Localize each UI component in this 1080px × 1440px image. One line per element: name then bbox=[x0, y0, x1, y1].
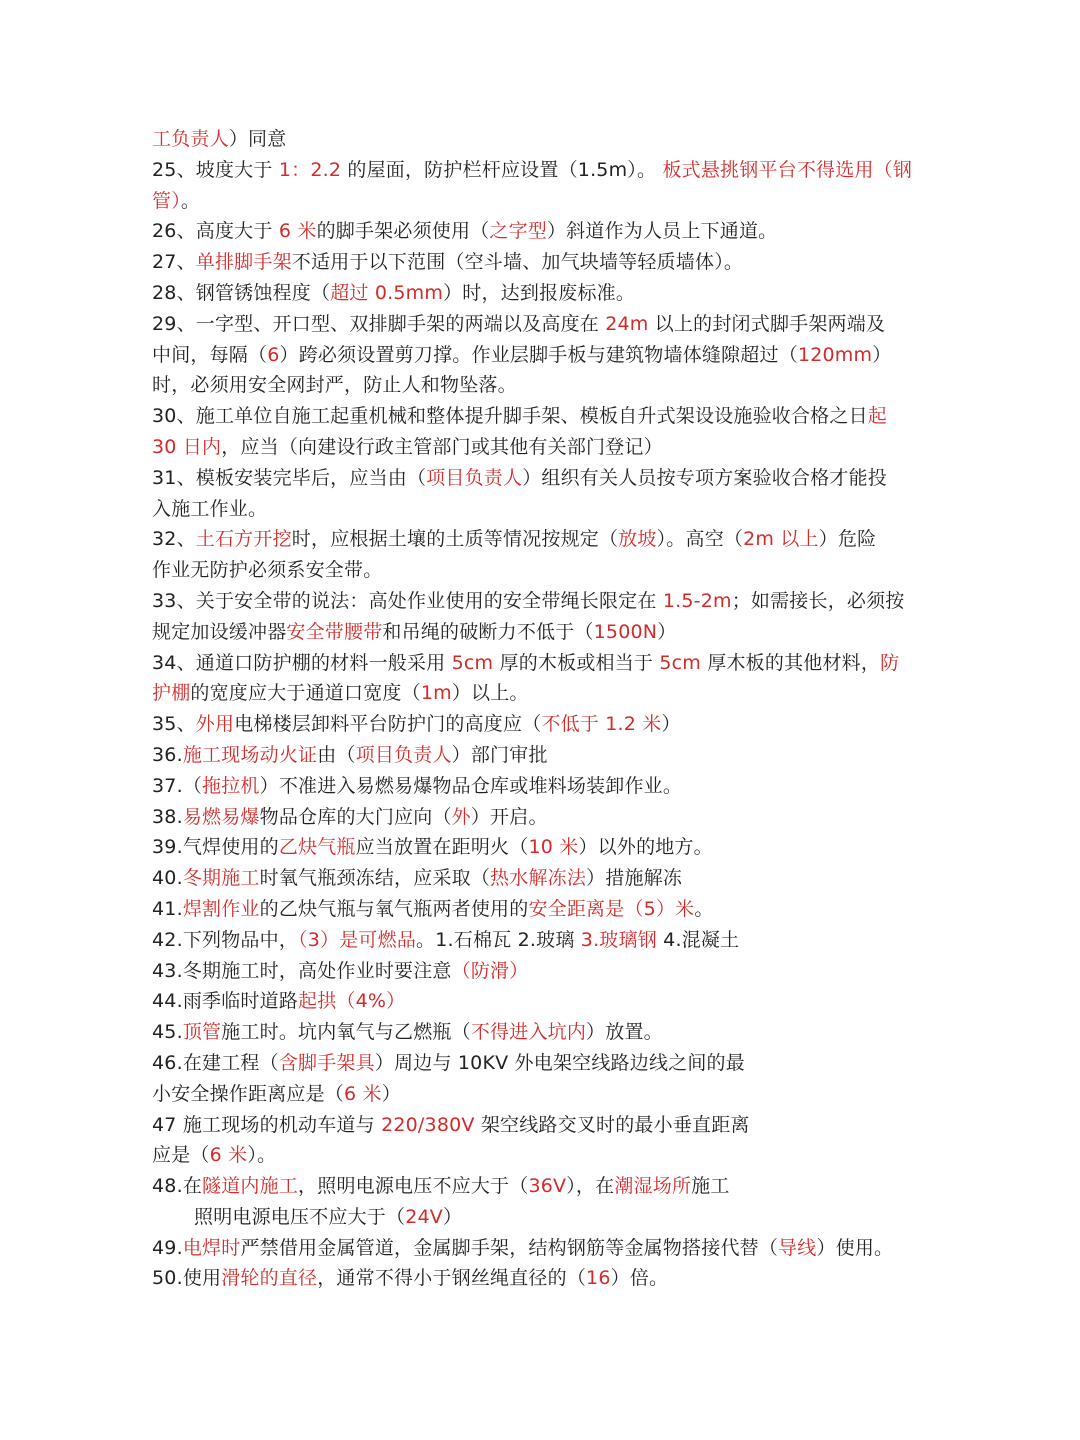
body-text: ）措施解冻 bbox=[586, 867, 683, 890]
text-line bbox=[152, 1017, 932, 1048]
body-text: 厚木板的其他材料， bbox=[701, 651, 881, 674]
highlighted-text: 单排脚手架 bbox=[195, 251, 292, 274]
body-text: 时，必须用安全网封严，防止人和物坠落。 bbox=[152, 374, 517, 397]
highlighted-text: 120mm bbox=[797, 343, 873, 366]
body-text: ）部门审批 bbox=[451, 743, 548, 766]
body-text: 30、施工单位自施工起重机械和整体提升脚手架、模板自升式架设设施验收合格之日 bbox=[152, 405, 868, 428]
highlighted-text: 24m bbox=[605, 312, 649, 335]
highlighted-text: 6 米 bbox=[344, 1082, 382, 1105]
highlighted-text: 冬期施工 bbox=[182, 867, 260, 890]
body-text: 严禁借用金属管道，金属脚手架，结构钢筋等金属物搭接代替（ bbox=[240, 1236, 779, 1259]
highlighted-text: 项目负责人 bbox=[426, 466, 523, 489]
highlighted-text: 5cm bbox=[659, 651, 702, 674]
text-line bbox=[152, 709, 932, 740]
body-text: ）同意 bbox=[228, 128, 287, 150]
body-text: 应是（ bbox=[152, 1144, 210, 1167]
highlighted-text: 超过 0.5mm bbox=[330, 281, 444, 304]
text-line bbox=[152, 1079, 932, 1110]
body-text: 。 bbox=[180, 189, 201, 212]
highlighted-text: 不得进入坑内 bbox=[470, 1021, 587, 1044]
body-text: 作业无防护必须系安全带。 bbox=[152, 559, 383, 582]
highlighted-text: 管） bbox=[152, 189, 181, 212]
text-line bbox=[152, 340, 932, 371]
text-line bbox=[152, 802, 932, 833]
highlighted-text: 施工现场动火证 bbox=[182, 743, 318, 766]
body-text: 施工时。坑内氧气与乙燃瓶（ bbox=[221, 1021, 471, 1044]
highlighted-text: 板式悬挑钢平台不得选用（钢 bbox=[662, 158, 913, 181]
highlighted-text: 放坡 bbox=[618, 528, 657, 551]
body-text: 49. bbox=[152, 1236, 183, 1259]
body-text: ） bbox=[381, 1082, 401, 1105]
body-text: ）不准进入易燃易爆物品仓库或堆料场装卸作业。 bbox=[259, 774, 683, 797]
text-line bbox=[152, 155, 932, 186]
text-line bbox=[152, 617, 932, 648]
highlighted-text: 顶管 bbox=[182, 1021, 222, 1044]
body-text: 39.气焊使用的 bbox=[152, 836, 279, 859]
text-line bbox=[152, 678, 932, 709]
highlighted-text: 电焊时 bbox=[182, 1236, 241, 1259]
body-text: 小安全操作距离应是（ bbox=[152, 1082, 345, 1105]
highlighted-text: 5cm bbox=[451, 651, 494, 674]
highlighted-text: 拖拉机 bbox=[202, 774, 260, 797]
highlighted-text: 1500N bbox=[593, 620, 658, 643]
text-line bbox=[152, 186, 932, 217]
body-text: 物品仓库的大门应向（ bbox=[259, 805, 452, 828]
body-text: 28、钢管锈蚀程度（ bbox=[152, 281, 331, 304]
body-text: ）危险 bbox=[818, 528, 877, 551]
highlighted-text: 易燃易爆 bbox=[182, 805, 260, 828]
text-line bbox=[152, 740, 932, 771]
text-line bbox=[152, 832, 932, 863]
body-text: 31、模板安装完毕后，应当由（ bbox=[152, 466, 427, 489]
body-text: ）倍。 bbox=[610, 1267, 669, 1290]
body-text: 48.在 bbox=[152, 1175, 203, 1198]
body-text: 35、 bbox=[152, 713, 196, 736]
body-text: 时，应根据土壤的土质等情况按规定（ bbox=[291, 528, 619, 551]
body-text: 50.使用 bbox=[152, 1267, 222, 1290]
text-line bbox=[152, 648, 932, 679]
highlighted-text: 1：2.2 bbox=[278, 158, 342, 181]
body-text: ）放置。 bbox=[586, 1021, 663, 1044]
body-text: 45. bbox=[152, 1021, 183, 1044]
body-text: ）组织有关人员按专项方案验收合格才能投 bbox=[522, 466, 888, 489]
highlighted-text: 10 米 bbox=[528, 836, 579, 859]
text-line bbox=[152, 278, 932, 309]
highlighted-text: 6 米 bbox=[278, 220, 317, 243]
highlighted-text: 3.玻璃钢 bbox=[580, 928, 657, 951]
highlighted-text: 6 米 bbox=[209, 1144, 248, 1167]
body-text: 由（ bbox=[317, 743, 356, 766]
text-line bbox=[152, 247, 932, 278]
body-text: ） bbox=[442, 1205, 463, 1228]
text-line bbox=[152, 863, 932, 894]
text-line bbox=[152, 555, 932, 586]
text-line bbox=[152, 1202, 932, 1233]
highlighted-text: 安全带腰带 bbox=[286, 620, 383, 643]
body-text: 架空线路交叉时的最小垂直距离 bbox=[474, 1113, 750, 1136]
highlighted-text: 起 bbox=[867, 405, 887, 428]
body-text: 厚的木板或相当于 bbox=[493, 651, 660, 674]
body-text: 。1.石棉瓦 2.玻璃 bbox=[416, 928, 581, 951]
highlighted-text: 6 bbox=[267, 343, 280, 366]
body-text: ） bbox=[657, 620, 677, 643]
body-text: ）开启。 bbox=[470, 805, 548, 828]
text-line bbox=[152, 124, 932, 155]
highlighted-text: 2m 以上 bbox=[743, 528, 819, 551]
text-line bbox=[152, 1171, 932, 1202]
highlighted-text: 含脚手架具 bbox=[278, 1051, 375, 1074]
body-text: 规定加设缓冲器 bbox=[152, 620, 287, 643]
highlighted-text: 起拱（4%） bbox=[298, 990, 406, 1013]
body-text: ）跨必须设置剪刀撑。作业层脚手板与建筑物墙体缝隙超过（ bbox=[279, 343, 798, 366]
body-text: 时氧气瓶颈冻结，应采取（ bbox=[259, 867, 491, 890]
body-text: 47 施工现场的机动车道与 bbox=[152, 1113, 382, 1136]
body-text: 36. bbox=[152, 743, 183, 766]
body-text: 37.（ bbox=[152, 774, 203, 797]
text-line bbox=[152, 524, 932, 555]
body-text: 25、坡度大于 bbox=[152, 158, 279, 181]
body-text: ） bbox=[661, 713, 681, 736]
text-line bbox=[152, 370, 932, 401]
highlighted-text: 土石方开挖 bbox=[195, 528, 292, 551]
text-line bbox=[152, 494, 932, 525]
body-text: ）。 bbox=[247, 1144, 277, 1167]
body-text: 不适用于以下范围（空斗墙、加气块墙等轻质墙体）。 bbox=[291, 251, 744, 274]
highlighted-text: 不低于 1.2 米 bbox=[541, 713, 662, 736]
highlighted-text: 1m bbox=[420, 682, 452, 705]
highlighted-text: 焊割作业 bbox=[182, 897, 260, 920]
body-text: 的屋面，防护栏杆应设置（1.5m）。 bbox=[341, 158, 663, 181]
body-text: 41. bbox=[152, 897, 183, 920]
body-text: 33、关于安全带的说法：高处作业使用的安全带绳长限定在 bbox=[152, 589, 663, 612]
body-text: ，通常不得小于钢丝绳直径的（ bbox=[317, 1267, 587, 1290]
body-text: 40. bbox=[152, 867, 183, 890]
highlighted-text: 护棚 bbox=[152, 682, 191, 705]
body-text: 电梯楼层卸料平台防护门的高度应（ bbox=[234, 713, 542, 736]
body-text: 的脚手架必须使用（ bbox=[316, 220, 490, 243]
body-text: ）周边与 10KV 外电架空线路边线之间的最 bbox=[374, 1051, 745, 1074]
text-line bbox=[152, 401, 932, 432]
highlighted-text: （3）是可燃品 bbox=[298, 928, 417, 951]
body-text: 43.冬期施工时，高处作业时要注意 bbox=[152, 959, 452, 982]
body-text: 。 bbox=[694, 897, 714, 920]
body-text: 以上的封闭式脚手架两端及 bbox=[648, 312, 886, 335]
text-line bbox=[152, 986, 932, 1017]
highlighted-text: 潮湿场所 bbox=[614, 1175, 692, 1198]
text-line bbox=[152, 216, 932, 247]
body-text: ）以上。 bbox=[451, 682, 529, 705]
highlighted-text: 30 日内 bbox=[152, 435, 222, 458]
body-text: 42.下列物品中， bbox=[152, 928, 299, 951]
highlighted-text: 隧道内施工 bbox=[202, 1175, 299, 1198]
text-line bbox=[152, 956, 932, 987]
body-text: ）斜道作为人员上下通道。 bbox=[546, 220, 778, 243]
highlighted-text: 项目负责人 bbox=[355, 743, 452, 766]
text-line bbox=[152, 432, 932, 463]
body-text: 34、通道口防护棚的材料一般采用 bbox=[152, 651, 452, 674]
highlighted-text: 热水解冻法 bbox=[490, 867, 587, 890]
body-text: 44.雨季临时道路 bbox=[152, 990, 299, 1013]
body-text: 38. bbox=[152, 805, 183, 828]
body-text: 应当放置在距明火（ bbox=[355, 836, 529, 859]
highlighted-text: 16 bbox=[586, 1267, 611, 1290]
highlighted-text: 防 bbox=[880, 651, 900, 674]
body-text: 4.混凝土 bbox=[656, 928, 740, 951]
highlighted-text: 乙炔气瓶 bbox=[278, 836, 356, 859]
body-text: 的宽度应大于通道口宽度（ bbox=[190, 682, 421, 705]
text-line bbox=[152, 463, 932, 494]
highlighted-text: 之字型 bbox=[489, 220, 547, 243]
text-line bbox=[152, 894, 932, 925]
body-text: ） bbox=[872, 343, 892, 366]
body-text: ，应当（向建设行政主管部门或其他有关部门登记） bbox=[221, 435, 663, 458]
body-text: 施工 bbox=[691, 1175, 730, 1198]
text-line bbox=[152, 1263, 932, 1294]
highlighted-text: 滑轮的直径 bbox=[221, 1267, 318, 1290]
body-text: 26、高度大于 bbox=[152, 220, 279, 243]
text-line bbox=[152, 1233, 932, 1264]
text-line bbox=[152, 309, 932, 340]
highlighted-text: 24V bbox=[405, 1205, 443, 1228]
highlighted-text: 36V bbox=[528, 1175, 567, 1198]
highlighted-text: 1.5-2m bbox=[662, 589, 732, 612]
body-text: ；如需接长，必须按 bbox=[731, 589, 905, 612]
body-text: ）。高空（ bbox=[656, 528, 744, 551]
highlighted-text: 220/380V bbox=[381, 1113, 475, 1136]
highlighted-text: 安全距离是（5）米 bbox=[528, 897, 695, 920]
body-text: 和吊绳的破断力不低于（ bbox=[382, 620, 594, 643]
highlighted-text: 外 bbox=[451, 805, 471, 828]
body-text: 32、 bbox=[152, 528, 196, 551]
body-text: 的乙炔气瓶与氧气瓶两者使用的 bbox=[259, 897, 529, 920]
body-text: 中间，每隔（ bbox=[152, 343, 268, 366]
highlighted-text: （防滑） bbox=[451, 959, 529, 982]
text-line bbox=[152, 1110, 932, 1141]
text-line bbox=[152, 771, 932, 802]
body-text: ）时，达到报废标准。 bbox=[443, 281, 636, 304]
body-text: 29、一字型、开口型、双排脚手架的两端以及高度在 bbox=[152, 312, 606, 335]
highlighted-text: 外用 bbox=[195, 713, 235, 736]
body-text: ）以外的地方。 bbox=[578, 836, 713, 859]
text-line bbox=[152, 586, 932, 617]
body-text: ）使用。 bbox=[816, 1236, 894, 1259]
text-line bbox=[152, 925, 932, 956]
body-text: ），在 bbox=[566, 1175, 615, 1198]
body-text: ，照明电源电压不应大于（ bbox=[298, 1175, 529, 1198]
body-text: 27、 bbox=[152, 251, 196, 274]
highlighted-text: 导线 bbox=[778, 1236, 817, 1259]
text-line bbox=[152, 1048, 932, 1079]
highlighted-text: 工负责人 bbox=[152, 128, 229, 150]
text-line bbox=[152, 1140, 932, 1171]
body-text: 46.在建工程（ bbox=[152, 1051, 279, 1074]
body-text: 照明电源电压不应大于（ bbox=[194, 1205, 406, 1228]
body-text: 入施工作业。 bbox=[152, 497, 268, 520]
